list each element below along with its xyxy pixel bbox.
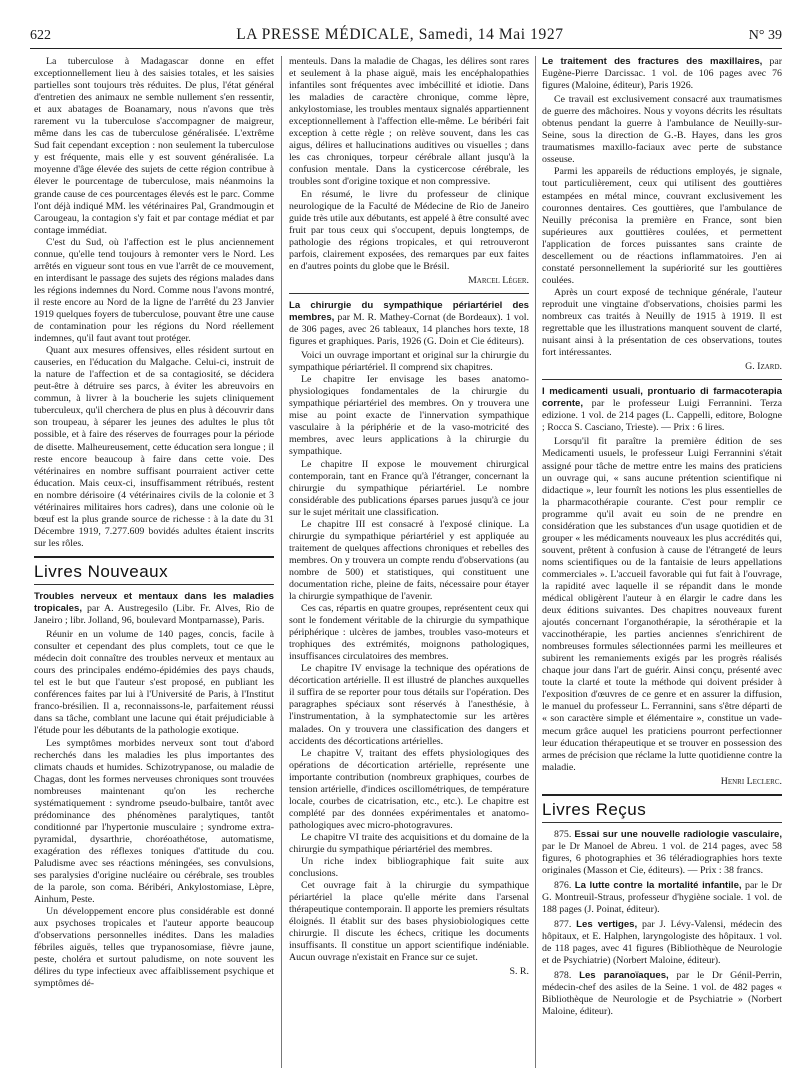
column-middle <box>289 56 529 985</box>
paragraph: Ces cas, répartis en quatre groupes, représentent ceux qui sont le fondement véritable de la chirurgie du sympathique périphérique : ulcères de jambes, troubles vaso-moteurs et trophiques des extrémités, moignons pathologiques, insuffisances circulatoires des membres. <box>289 603 529 663</box>
column-divider <box>281 56 282 1068</box>
entry-meta: par le Dr G. Montreuil-Straus, professeur d'hygiène sociale. 1 vol. de 188 pages (J. Poinat, éditeur). <box>542 880 783 916</box>
review-heading <box>34 591 274 627</box>
paragraph: menteuls. Dans la maladie de Chagas, les délires sont rares et seulement à la phase aiguë, mais les encéphalopathies infantiles sont fréquentes avec imbécillité et idiotie. Dans les maladies de caractère chronique, comme lèpre, ankylostomiase, les troubles mentaux signalés appartiennent exceptionnellement à l'affection elle-même. Le béribéri fait exception à cette règle ; on relève souvent, dans les cas aigus, délires et hallucinations auditives ou visuelles ; dans les cas chroniques, torpeur cérébrale allant jusqu'à la confusion mentale. Dans la cysticercose cérébrale, les troubles sont d'origine toxique et non compressive. <box>289 56 529 188</box>
entry-meta: par le Dr Manoel de Abreu. 1 vol. de 214 pages, avec 58 figures, 6 photographies et 36 téléradiographies hors texte originales (Masson et Cie, éditeurs). — Prix : 38 francs. <box>542 840 782 876</box>
paragraph: Le chapitre V, traitant des effets physiologiques des opérations de décortication artérielle, représente une importante contribution (nombreux graphiques, courbes de tension artérielle, d'indices oscillométriques, de température locale, courbes de cicatrisation, etc., etc.). Le chapitre est complété par des données expérimentales et anatomo-pathologiques avec micro-photogravures. <box>289 747 529 831</box>
list-item <box>542 919 782 967</box>
paragraph: Parmi les appareils de réductions employés, je signale, tout particulièrement, ceux qui utilisent des gouttières estampées en métal mince, couvrant exclusivement les couronnes dentaires. Ces gouttières, que l'ambulance de Neuilly préconisa la première en France, sont bien supérieures aux gouttières coulées, et permettent l'application de forces puissantes sans crainte de descellement ou de réactions inflammatoires. J'en ai constaté personnellement la supériorité sur les gouttières coulées. <box>542 166 782 286</box>
signature: Marcel Léger. <box>468 274 529 286</box>
paragraph: Cet ouvrage fait à la chirurgie du sympathique périartériel la place qu'elle mérite dans l'arsenal thérapeutique contemporain. Il apporte les premiers résultats éloignés. Il établit sur des bases physiobiologiques cette chirurgie. Il discute les échecs, critique les documents insuffisants. Il constitue un apport scientifique indéniable. Aucun ouvrage n'existait en France sur ce sujet. <box>289 880 529 964</box>
paragraph: Le chapitre IV envisage la technique des opérations de décortication artérielle. Il est illustré de planches auxquelles il suffira de se reporter pour tous détails sur l'opération. Des paragraphes spéciaux sont réservés à l'anesthésie, à l'instrumentation, à la symphatectomie sur les artères malades. On y trouvera une classification des dangers et accidents des décortications artérielles. <box>289 663 529 747</box>
section-divider <box>542 822 782 823</box>
journal-title: LA PRESSE MÉDICALE, Samedi, 14 Mai 1927 <box>236 26 564 43</box>
book-title: Troubles nerveux et mentaux dans les maladies tropicales, <box>34 590 274 615</box>
section-divider <box>34 556 274 558</box>
entry-title: La lutte contre la mortalité infantile, <box>574 880 742 891</box>
entry-title: Les paranoïaques, <box>579 970 669 982</box>
list-item <box>542 880 782 916</box>
paragraph: Ce travail est exclusivement consacré aux traumatismes de guerre des mâchoires. Nous y voyons décrits les résultats obtenus pendant la guerre à l'ambulance de Neuilly-sur-Seine, sous la direction de G.-B. Hayes, dans les gros traumatismes maxillo-faciaux avec perte de substance osseuse. <box>542 94 782 166</box>
column-right <box>542 56 782 1019</box>
issue-number: N° 39 <box>748 28 782 43</box>
review-divider <box>289 293 529 294</box>
review-heading <box>542 386 782 434</box>
paragraph: Un riche index bibliographique fait suite aux conclusions. <box>289 856 529 880</box>
paragraph: Le chapitre VI traite des acquisitions et du domaine de la chirurgie du sympathique périartériel des membres. <box>289 831 529 855</box>
paragraph: Le chapitre II expose le mouvement chirurgical contemporain, tant en France qu'à l'étranger, concernant la chirurgie du sympathique périartériel. Le nombre considérable des publications éparses parues jusqu'à ce jour sur le sujet méritait une classification. <box>289 458 529 518</box>
entry-meta: par J. Lévy-Valensi, médecin des hôpitaux, et E. Halphen, laryngologiste des hôpitaux. 1 vol. de 118 pages, avec 41 figures (Bibliothèque de Neurologie et de Psychiatrie) (Norbert Maloine, éditeur). <box>542 919 782 967</box>
entry-title: Les vertiges, <box>576 919 638 931</box>
entry-number: 878. <box>554 970 572 982</box>
section-divider <box>34 584 274 585</box>
paragraph: Lorsqu'il fit paraître la première édition de ses Medicamenti usuels, le professeur Luigi Ferrannini s'était assigné pour tâche de mettre entre les mains des praticiens un ouvrage qui, « sans aucune prétention scientifique ni didactique », leur fournît les notions les plus essentielles de la pharmacothérapie courante. C'est pour remplir ce programme qu'il avait eu soin de ne prendre en considération que les substances d'un usage quotidien et de grouper « les médicaments nouveaux les plus accrédités qui, souvent, prêtent à confusion à cause de l'étrangeté de leurs noms scientifiques ou de la fantaisie de leurs appellations commerciales ». L'accueil favorable qui fut fait à l'ouvrage, la rapidité avec laquelle il se répandit dans le monde médical obligèrent l'auteur à en élargir le cadre dans les deux éditions suivantes. Des chapitres nouveaux furent ajoutés concernant l'organothérapie, la sérothérapie et la vaccinothérapie, les parties anciennes s'enrichirent de nombreuses formules sélectionnées parmi les meilleures et subirent les remaniements exigés par les progrès réalisés chaque jour dans l'art de guérir. Ainsi conçu, présenté avec toute la clarté et toute la méthode qui doivent présider à l'exposition d'œuvres de ce genre et en assurer la diffusion, le manuel du professeur L. Ferrannini, sans s'être départi de « son caractère simple et élémentaire », constitue un vade-mecum grâce auquel les praticiens pourront perfectionner leur éducation thérapeutique et se trouver en possession des armes de précision que réclame la lutte quotidienne contre la maladie. <box>542 436 782 773</box>
section-title-livres-recus: Livres Reçus <box>542 799 647 819</box>
entry-number: 875. <box>554 828 572 840</box>
book-meta: par Eugène-Pierre Darcissac. 1 vol. de 106 pages avec 76 figures (Maloine, éditeur), Paris 1926. <box>542 56 783 92</box>
column-left <box>34 56 274 991</box>
page-header <box>30 22 782 49</box>
book-title: I medicamenti usuali, prontuario di farmacoterapia corrente, <box>542 386 782 410</box>
paragraph: La tuberculose à Madagascar donne en effet exceptionnellement lieu à des saisies totales, et les saisies partielles sont toujours très réduites. De plus, l'état général d'entretien des animaux ne semble nullement s'en ressentir, et aux abatages de Boanamary, nous n'avons que très rarement vu la tuberculose s'accompagner de maigreur, même dans les cas de tuberculose généralisée. L'extrême Sud fait cependant exception : non seulement la tuberculose y est fréquente, mais elle y est souvent généralisée. La moyenne d'âge élevée des sujets de cette région contribue à élever le pourcentage de tuberculose, mais néanmoins la grande cause de ces pourcentages élevés est le parc. Comme l'ont déjà indiqué MM. les vétérinaires Pal, Grandmougin et Carougeau, la contagion s'y fait et par contage médiat et par contage immédiat. <box>34 56 274 236</box>
signature: S. R. <box>509 966 529 978</box>
book-meta: par le professeur Luigi Ferrannini. Terza edizione. 1 vol. de 214 pages (L. Cappelli, editore, Bologne ; Rocca S. Casciano, Trieste). — Prix : 6 lires. <box>542 398 782 434</box>
list-item <box>542 829 782 877</box>
paragraph: C'est du Sud, où l'affection est le plus anciennement connue, qu'elle tend toujours à remonter vers le Nord. Les arrêtés en vigueur sont tous en vue l'arrêt de ce mouvement, en interdisant le passage des sujets des régions malades dans les régions indemnes du Nord. Comme nous l'avons montré, il reste encore au Nord de la ligne de l'arrêté du 23 Janvier 1919 quelques foyers de tuberculose, pouvant être une cause de contamination pour les régions du Nord réellement indemnes, qu'il faut avant tout protéger. <box>34 236 274 345</box>
review-divider <box>542 379 782 380</box>
section-title-livres-nouveaux: Livres Nouveaux <box>34 561 169 581</box>
paragraph: Les symptômes morbides nerveux sont tout d'abord recherchés dans les maladies les plus importantes des climats chauds et humides. Schizotrypanose, ou maladie de Chagas, dont les formes nerveuses chroniques sont trouvées nombreuses maintenant qu'on les recherche systématiquement : syndrome pseudo-bulbaire, tantôt avec prédominance des phénomènes paralytiques, tantôt conditionné par l'hypertonie musculaire ; syndrome extra-pyramidal, dysarthrie, choréoathétose, automatisme, exagération des réflexes toniques d'attitude du cou. Paludisme avec ses réactions méningées, ses convulsions, ses paralysies d'origine nucléaire ou cérébrale, ses troubles de la parole, son coma. Béribéri, Ankylostomiase, Lèpre, Ainhum, Peste. <box>34 737 274 906</box>
entry-number: 876. <box>554 880 572 891</box>
paragraph: En résumé, le livre du professeur de clinique neurologique de la Faculté de Médecine de Rio de Janeiro guide très utile aux débutants, est appelé à être consulté avec fruit par tous ceux qui s'occupent, depuis longtemps, de pathologie des régions tropicales, et qui retrouveront parfois, clairement exposées, des remarques par eux faites en d'autres points du globe que le Brésil. <box>289 188 529 272</box>
list-item <box>542 970 782 1018</box>
book-title: La chirurgie du sympathique périartériel des membres, <box>289 299 529 323</box>
paragraph: Quant aux mesures offensives, elles résident surtout en causeries, en l'éducation du Malgache. Celui-ci, instruit de la nature de l'affection et de sa contagiosité, se décidera peut-être à détruire ses parcs, à éviter les abreuvoirs en commun, à livrer à la boucherie les sujets cliniquement tuberculeux, qu'il cherchera de plus en plus à découvrir dans son troupeau, à séparer les jeunes des adultes le plus tôt possible, et à faire des réserves de fourrages pour la période de disette. Malheureusement, cette éducation sera longue ; il reste encore beaucoup à faire dans cette voie. Des vétérinaires en nombre suffisant pourraient activer cette éducation. Mais ceux-ci, insuffisamment rétribués, restent en nombre dérisoire (4 vétérinaires civils de la colonie et 3 vétérinaires militaires hors cadres), dans une colonie où le bœuf est la plus grande source de richesse : à la date du 31 Décembre 1919, 7.277.609 bovidés adultes étaient inscrits sur les rôles. <box>34 345 274 549</box>
entry-number: 877. <box>554 919 572 931</box>
book-meta: par A. Austregesilo (Libr. Fr. Alves, Rio de Janeiro ; libr. Jolland, 96, boulevard Montparnasse), Paris. <box>34 603 274 627</box>
paragraph: Après un court exposé de technique générale, l'auteur reproduit une vingtaine d'observations, choisies parmi les nombreux cas traités à Neuilly de 1915 à 1919. Il est regrettable que les illustrations manquent souvent de clarté, nuisant ainsi à la présentation de ces observations, toutes fort intéressantes. <box>542 286 782 359</box>
signature: Henri Leclerc. <box>720 775 782 787</box>
entry-meta: par le Dr Génil-Perrin, médecin-chef des asiles de la Seine. 1 vol. de 482 pages « Bibliothèque de Neurologie et de Psychiatrie » (Norbert Maloine, éditeur). <box>542 970 783 1018</box>
book-title: Le traitement des fractures des maxillaires, <box>542 56 763 67</box>
page-number: 622 <box>30 28 51 43</box>
paragraph: Le chapitre Ier envisage les bases anatomo-physiologiques fondamentales de la chirurgie du sympathique périartériel des membres. On y trouvera une mise au point exacte de l'innervation sympathique vasculaire à la périphérie et de la vaso-motricité des membres, avec leurs applications à la chirurgie du sympathique. <box>289 374 529 458</box>
entry-title: Essai sur une nouvelle radiologie vasculaire, <box>574 828 783 840</box>
book-meta: par M. R. Mathey-Cornat (de Bordeaux). 1 vol. de 306 pages, avec 26 tableaux, 14 planches hors texte, 18 figures et graphiques. Paris, 1926 (G. Doin et Cie éditeurs). <box>289 311 530 348</box>
paragraph: Un développement encore plus considérable est donné aux psychoses tropicales et l'auteur apporte beaucoup d'observations personnelles inédites. Dans les maladies fébriles aiguës, telles que trypanosomiase, fièvre jaune, peste, choléra et surtout paludisme, on note souvent les délires du type infectieux avec affaiblissement psychique et symptômes dé- <box>34 906 274 990</box>
section-divider <box>542 794 782 796</box>
review-heading <box>542 56 782 92</box>
paragraph: Voici un ouvrage important et original sur la chirurgie du sympathique périartériel. Il comprend six chapitres. <box>289 350 529 374</box>
review-heading <box>289 300 529 348</box>
column-divider <box>535 56 536 1068</box>
signature: G. Izard. <box>745 361 782 373</box>
paragraph: Le chapitre III est consacré à l'exposé clinique. La chirurgie du sympathique périartériel y est appliquée au traitement de quelques affections chroniques et rebelles des membres. On y trouvera un compte rendu d'observations (au nombre de 500) et statistiques, qui constituent une documentation riche, pleine de faits, nécessaire pour étayer la chirurgie sympathique de l'avenir. <box>289 518 529 603</box>
paragraph: Réunir en un volume de 140 pages, concis, facile à consulter et cependant des plus complets, tout ce que le médecin doit connaître des troubles nerveux et mentaux au cours des principales endémo-épidémies des pays chauds, tel est le but que l'auteur s'est proposé, en publiant les conférences faites par lui à l'Université de Paris, à l'Institut franco-brésilien. Il a, reconnaissons-le, parfaitement réussi dans sa tâche, comblant une lacune qui était préjudiciable à l'étude pour les débutants de la pathologie exotique. <box>34 629 274 737</box>
